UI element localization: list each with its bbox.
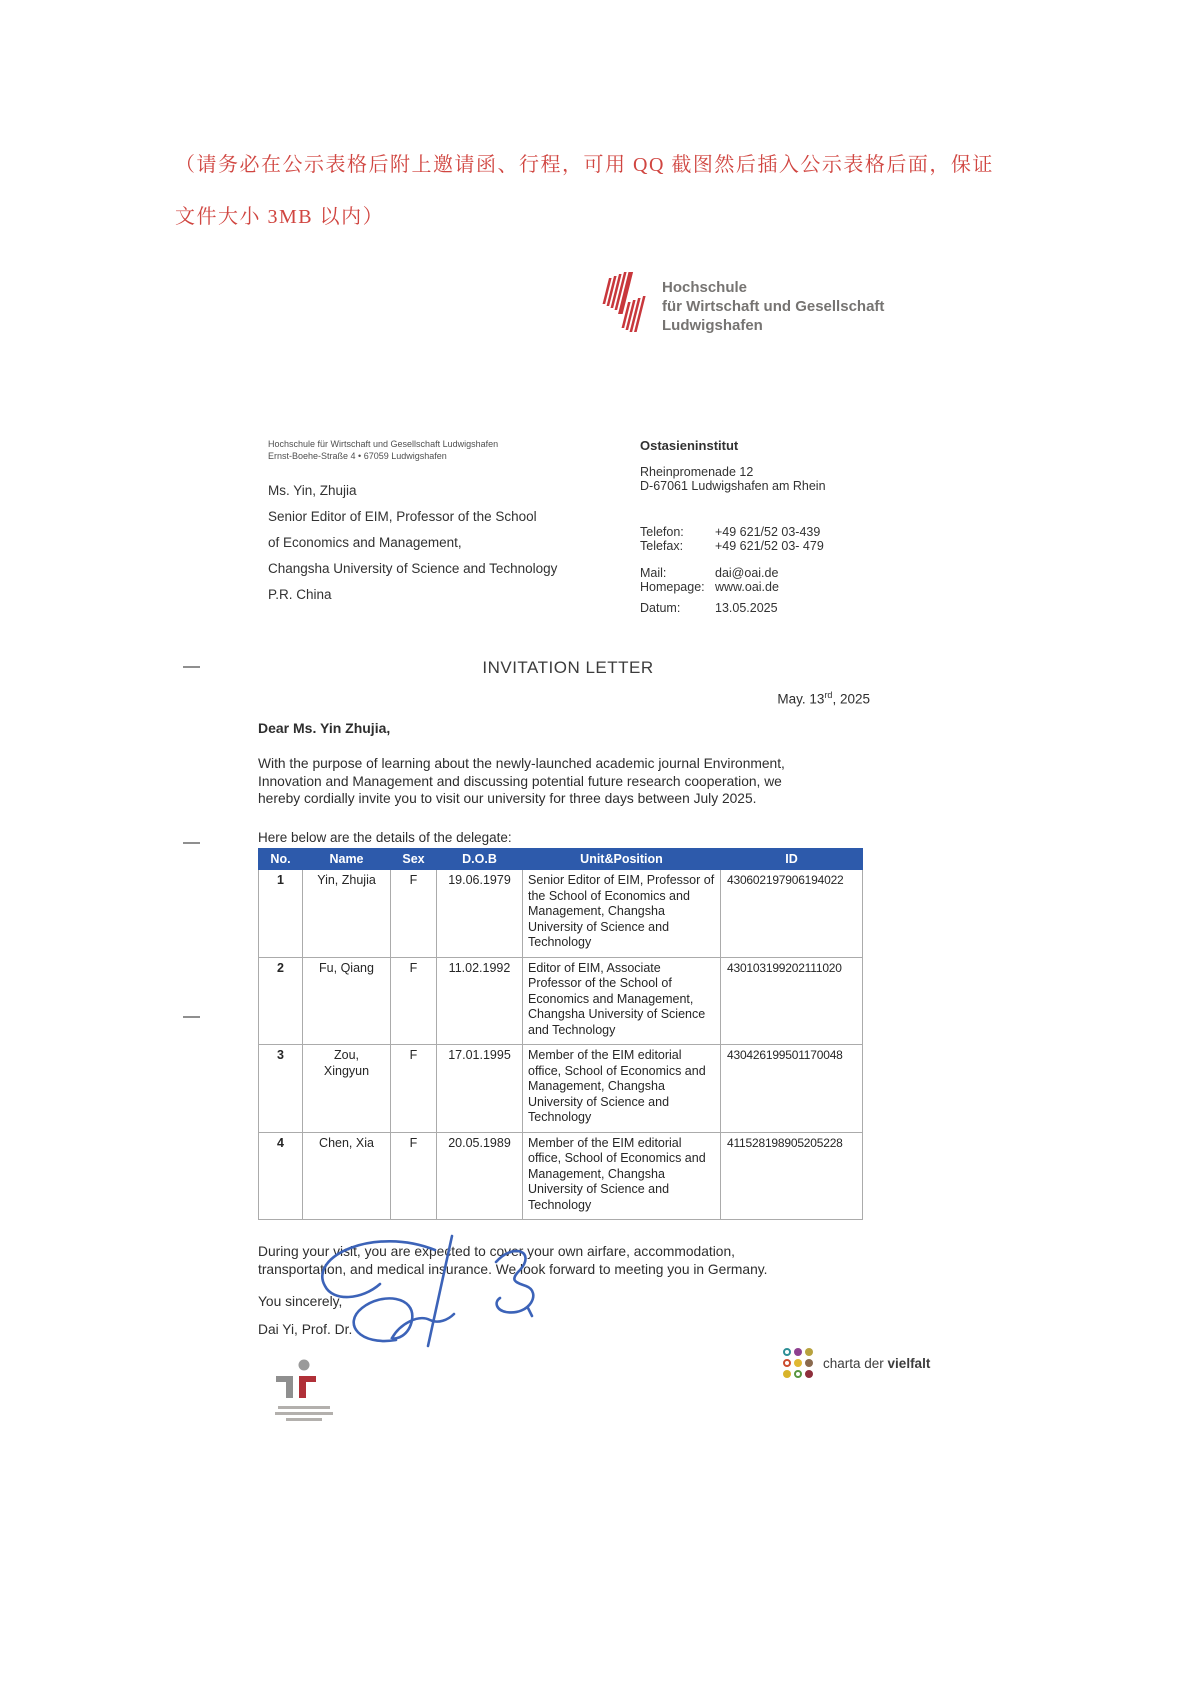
table-row [259,957,863,1045]
chinese-note-line2: 文件大小 3MB 以内） [175,206,385,228]
charta-dot [805,1348,813,1356]
header-sex: Sex [391,849,437,870]
date-suffix: , 2025 [832,691,870,707]
letter-date [258,690,870,707]
charta-text-bold: vielfalt [887,1355,931,1371]
charta-wordmark [823,1356,930,1371]
cell-name: Fu, Qiang [303,957,391,1045]
cell-dob: 11.02.1992 [437,957,523,1045]
recipient-address [268,478,557,608]
cell-dob: 17.01.1995 [437,1045,523,1133]
recipient-title-line1: Senior Editor of EIM, Professor of the School [268,509,537,524]
charta-dot [805,1370,813,1378]
charta-dot [794,1348,802,1356]
cell-unit: Senior Editor of EIM, Professor of the School of Economics and Management, Changsha University of Science and Technology [523,870,721,958]
valediction: You sincerely, [258,1294,343,1309]
telefax-label: Telefax: [640,539,684,553]
recipient-title-line2: of Economics and Management, [268,535,462,550]
cell-no: 1 [259,870,303,958]
telefon-value: +49 621/52 03-439 [715,525,821,539]
fold-mark-top [183,666,200,668]
logo-line2: für Wirtschaft und Gesellschaft [662,298,885,315]
datum-row [640,601,778,615]
recipient-name: Ms. Yin, Zhujia [268,483,357,498]
cell-unit: Member of the EIM editorial office, School of Economics and Management, Changsha University of Science and Technology [523,1045,721,1133]
institute-street: Rheinpromenade 12 [640,465,754,479]
homepage-label: Homepage: [640,580,705,594]
table-row [259,1132,863,1220]
cell-no: 3 [259,1045,303,1133]
cell-no: 4 [259,1132,303,1220]
telefax-value: +49 621/52 03- 479 [715,539,824,553]
table-row [259,870,863,958]
closing-line1: During your visit, you are expected to cover your own airfare, accommodation, [258,1244,735,1259]
charta-dot [794,1359,802,1367]
contact-block [640,438,900,615]
charta-text-normal: charta der [823,1355,888,1371]
cell-sex: F [391,957,437,1045]
charta-dot [794,1370,802,1378]
recipient-country: P.R. China [268,587,332,602]
table-row [259,1045,863,1133]
datum-label: Datum: [640,601,681,615]
header-name: Name [303,849,391,870]
cell-unit: Editor of EIM, Associate Professor of the School of Economics and Management, Changsha University of Science and Technology [523,957,721,1045]
body-line3: hereby cordially invite you to visit our university for three days between July 2025. [258,791,757,806]
punch-mark-middle [183,842,200,844]
cell-sex: F [391,1132,437,1220]
homepage-row [640,580,779,594]
cell-dob: 20.05.1989 [437,1132,523,1220]
date-ordinal: rd [824,690,833,700]
telefon-row [640,525,820,539]
cell-sex: F [391,1045,437,1133]
cell-unit: Member of the EIM editorial office, School of Economics and Management, Changsha University of Science and Technology [523,1132,721,1220]
date-prefix: May. 13 [777,691,825,707]
table-intro: Here below are the details of the delegate: [258,830,512,845]
cell-name: Yin, Zhujia [303,870,391,958]
cell-id: 430426199501170048 [721,1045,863,1133]
signer-name: Dai Yi, Prof. Dr. [258,1322,353,1337]
table-header-row [259,849,863,870]
charta-dot [805,1359,813,1367]
cell-id: 430103199202111020 [721,957,863,1045]
homepage-value: www.oai.de [715,580,779,594]
cell-dob: 19.06.1979 [437,870,523,958]
logo-line3: Ludwigshafen [662,317,763,334]
fold-mark-bottom [183,1016,200,1018]
header-id: ID [721,849,863,870]
certification-logo-icon [262,1356,348,1428]
cell-name: Chen, Xia [303,1132,391,1220]
charta-dot [783,1348,791,1356]
datum-value: 13.05.2025 [715,601,778,615]
header-unit: Unit&Position [523,849,721,870]
letter-title: INVITATION LETTER [482,658,654,677]
closing-line2: transportation, and medical insurance. We look forward to meeting you in Germany. [258,1262,768,1277]
university-logo [600,266,884,336]
university-logo-mark-icon [600,266,652,336]
charta-dot [783,1370,791,1378]
header-dob: D.O.B [437,849,523,870]
sender-line1: Hochschule für Wirtschaft und Gesellschaft Ludwigshafen [268,439,499,449]
charta-dot [783,1359,791,1367]
university-logo-wordmark [662,278,884,335]
charta-dots-icon [783,1348,813,1378]
mail-row [640,566,778,580]
body-paragraph [258,755,785,808]
logo-line1: Hochschule [662,279,748,296]
charta-der-vielfalt-logo [783,1348,930,1378]
delegate-table [258,848,863,1220]
telefon-label: Telefon: [640,525,684,539]
header-no: No. [259,849,303,870]
sender-return-address [268,438,498,462]
telefax-row [640,539,824,553]
body-line1: With the purpose of learning about the newly-launched academic journal Environment, [258,756,785,771]
body-line2: Innovation and Management and discussing potential future research cooperation, we [258,773,782,789]
mail-value: dai@oai.de [715,566,779,580]
sender-line2: Ernst-Boehe-Straße 4 • 67059 Ludwigshafen [268,451,447,461]
chinese-note-line1: （请务必在公示表格后附上邀请函、行程，可用 QQ 截图然后插入公示表格后面，保证 [175,154,994,176]
cell-name: Zou, Xingyun [303,1045,391,1133]
closing-paragraph [258,1243,767,1279]
cell-sex: F [391,870,437,958]
cell-id: 411528198905205228 [721,1132,863,1220]
institute-city: D-67061 Ludwigshafen am Rhein [640,479,826,493]
cell-no: 2 [259,957,303,1045]
cell-id: 430602197906194022 [721,870,863,958]
recipient-university: Changsha University of Science and Technology [268,561,558,576]
institute-name: Ostasieninstitut [640,438,739,453]
mail-label: Mail: [640,566,667,580]
salutation: Dear Ms. Yin Zhujia, [258,720,391,736]
